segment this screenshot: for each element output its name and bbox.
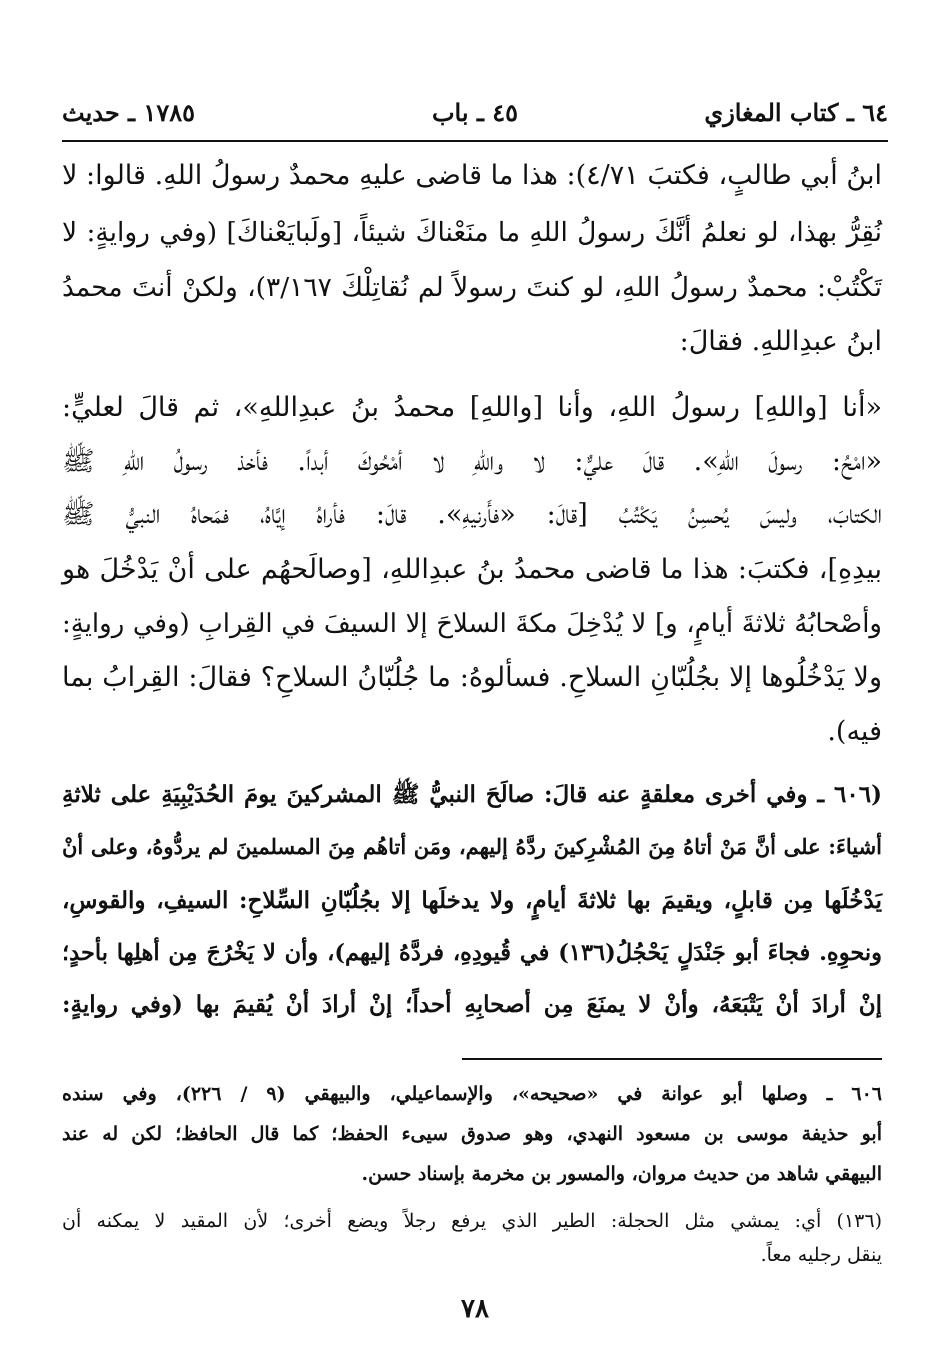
main-line: الكتابَ، وليسَ يُحسِنُ يَكْتُبُ [قالَ: «فأَرنيهِ». قالَ: فأراهُ إيَّاهُ، فمَحاهُ النبيُّ ﷺ xyxy=(62,499,882,530)
note-line: البيهقي شاهد من حديث مروان، والمسور بن مخرمة بإسناد حسن. xyxy=(361,1163,882,1185)
header-chapter: ٤٥ ـ باب xyxy=(431,98,519,127)
footnote-line: (١٣٦) أي: يمشي مثل الحجلة: الطير الذي يرفع رجلاً ويضع أخرى؛ لأن المقيد لا يمكنه أن xyxy=(62,1210,882,1232)
main-line: نُقِرُّ بهذا، لو نعلمُ أنَّكَ رسولُ اللهِ ما منَعْناكَ شيئاً، [ولَبايَعْناكَ] (وفي روايةٍ: لا xyxy=(62,217,882,248)
main-line: فيه). xyxy=(827,716,882,747)
header-hadith-ref: ١٧٨٥ ـ حديث xyxy=(62,98,195,127)
main-line: بيدِهِ]، فكتبَ: هذا ما قاضى محمدُ بنُ عبدِاللهِ، [وصالَحهُم على أنْ يَدْخُلَ هو xyxy=(62,554,882,585)
main-line: ابنُ عبدِاللهِ. فقالَ: xyxy=(679,326,882,357)
hadith-line: إنْ أرادَ أنْ يَتْبَعَهُ، وأنْ لا يمنَعَ مِن أصحابِهِ أحداً؛ إنْ أرادَ أنْ يُقيمَ بها (وفي روايةٍ: xyxy=(62,991,882,1018)
note-line: ٦٠٦ ـ وصلها أبو عوانة في «صحيحه»، والإسماعيلي، والبيهقي (٩ / ٢٢٦)، وفي سنده xyxy=(62,1083,882,1105)
footnote-line: ينقل رجليه معاً. xyxy=(760,1244,882,1266)
header-book-title: ٦٤ ـ كتاب المغازي xyxy=(704,98,888,127)
main-line: «امْحُ: رسولَ اللهِ». قالَ عليٌّ: لا واللهِ لا أمْحُوكَ أبداً. فأخذ رسولُ اللهِ ﷺ xyxy=(62,446,882,477)
hadith-line: (٦٠٦ ـ وفي أخرى معلقةٍ عنه قالَ: صالَحَ النبيُّ ﷺ المشركينَ يومَ الحُدَيْبِيَةِ على ثلاثةِ xyxy=(62,781,882,808)
page-number: ٧٨ xyxy=(461,1294,489,1324)
note-line: أبو حذيفة موسى بن مسعود النهدي، وهو صدوق سيىء الحفظ؛ كما قال الحافظ؛ لكن له عند xyxy=(62,1123,882,1145)
main-line: «أنا [واللهِ] رسولُ اللهِ، وأنا [واللهِ] محمدُ بنُ عبدِاللهِ»، ثم قالَ لعليٍّ: xyxy=(62,392,882,423)
main-line: تَكْتُبْ: محمدٌ رسولُ اللهِ، لو كنتَ رسولاً لم نُقاتِلْكَ ٣/١٦٧)، ولكنْ أنتَ محمدُ xyxy=(62,272,882,303)
main-line: وأصْحابُهُ ثلاثةَ أيامٍ، و] لا يُدْخِلَ مكةَ السلاحَ إلا السيفَ في القِرابِ (وفي روايةٍ: xyxy=(62,609,882,639)
hadith-line: أشياءَ: على أنَّ مَنْ أتاهُ مِنَ المُشْرِكينَ ردَّهُ إليهم، ومَن أتاهُم مِنَ المسلمينَ لم يردُّوهُ، وعلى أنْ xyxy=(62,834,882,859)
footnote-divider xyxy=(462,1058,882,1060)
main-line: ابنُ أبي طالبٍ، فكتبَ ٤/٧١): هذا ما قاضى عليهِ محمدٌ رسولُ اللهِ. قالوا: لا xyxy=(62,160,882,191)
hadith-line: ونحوِهِ. فجاءَ أبو جَنْدَلٍ يَحْجُلُ(١٣٦) في قُيودِهِ، فردَّهُ إليهم)، وأن لا يَخْرُجَ مِن أهلِها بأحدٍ؛ xyxy=(62,940,882,966)
hadith-line: يَدْخُلَها مِن قابلٍ، ويقيمَ بها ثلاثةَ أيامٍ، ولا يدخلَها إلا بجُلُبّانِ السِّلاحِ: السيفِ، والقوسِ، xyxy=(62,887,882,914)
main-line: ولا يَدْخُلُوها إلا بجُلُبّانِ السلاحِ. فسألوهُ: ما جُلُبّانُ السلاحِ؟ فقالَ: القِرابُ بما xyxy=(62,662,882,693)
running-header xyxy=(62,92,888,142)
